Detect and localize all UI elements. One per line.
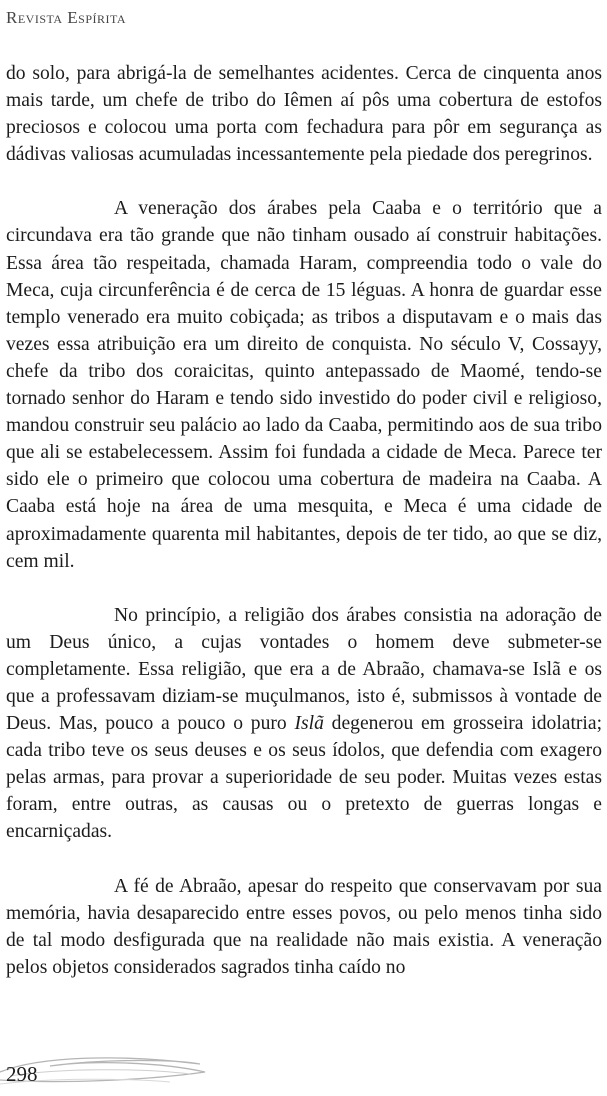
running-header: Revista Espírita (6, 8, 127, 27)
paragraph-1: do solo, para abrigá-la de semelhantes acidentes. Cerca de cinquenta anos mais tarde, um chefe de tribo do Iêmen aí pôs uma cobertura de estofos preciosos e colocou uma porta com fechadura para pôr em segurança as dádivas valiosas acumuladas incessantemente pela piedade dos peregrinos. (6, 63, 602, 166)
page-number: 298 (6, 1062, 38, 1086)
italic-term: Islã (294, 713, 324, 735)
paragraph-3-text-b: degenerou em grosseira idolatria; cada tribo teve os seus deuses e os seus ídolos, que defendia com exagero pelas armas, para provar a superioridade de seu poder. Muitas vezes estas foram, entre outras, as causas ou o pretexto de guerras longas e encarniçadas. (6, 713, 603, 843)
paragraph-4: A fé de Abraão, apesar do respeito que conservavam por sua memória, havia desaparecido entre esses povos, ou pelo menos tinha sido de tal modo desfigurada que na realidade não mais existia. A veneração pelos objetos considerados sagrados tinha caído no (6, 875, 602, 978)
paragraph-2: A veneração dos árabes pela Caaba e o território que a circundava era tão grande que não tinham ousado aí construir habitações. Essa área tão respeitada, chamada Haram, compreendia todo o vale do Meca, cuja circunferência é de cerca de 15 léguas. A honra de guardar esse templo venerado era muito cobiçada; as tribos a disputavam e o mais das vezes essa atribuição era um direito de conquista. No século V, Cossayy, chefe da tribo dos coraicitas, quinto antepassado de Maomé, tendo-se tornado senhor do Haram e tendo sido investido do poder civil e religioso, mandou construir seu palácio ao lado da Caaba, permitindo aos de sua tribo que ali se estabelecessem. Assim foi fundada a cidade de Meca. Parece ter sido ele o primeiro que colocou uma cobertura de madeira na Caaba. A Caaba está hoje na área de uma mesquita, e Meca é uma cidade de aproximadamente quarenta mil habitantes, depois de ter tido, ao que se diz, cem mil. (6, 198, 602, 572)
paragraph-3 (6, 602, 602, 846)
page-body (6, 60, 602, 981)
paragraph-3-text-a: No princípio, a religião dos árabes consistia na adoração de um Deus único, a cujas vontades o homem deve submeter-se completamente. Essa religião, que era a de Abraão, chamava-se Islã e os que a professavam diziam-se muçulmanos, isto é, submissos à vontade de Deus. Mas, pouco a pouco o puro (6, 604, 602, 735)
